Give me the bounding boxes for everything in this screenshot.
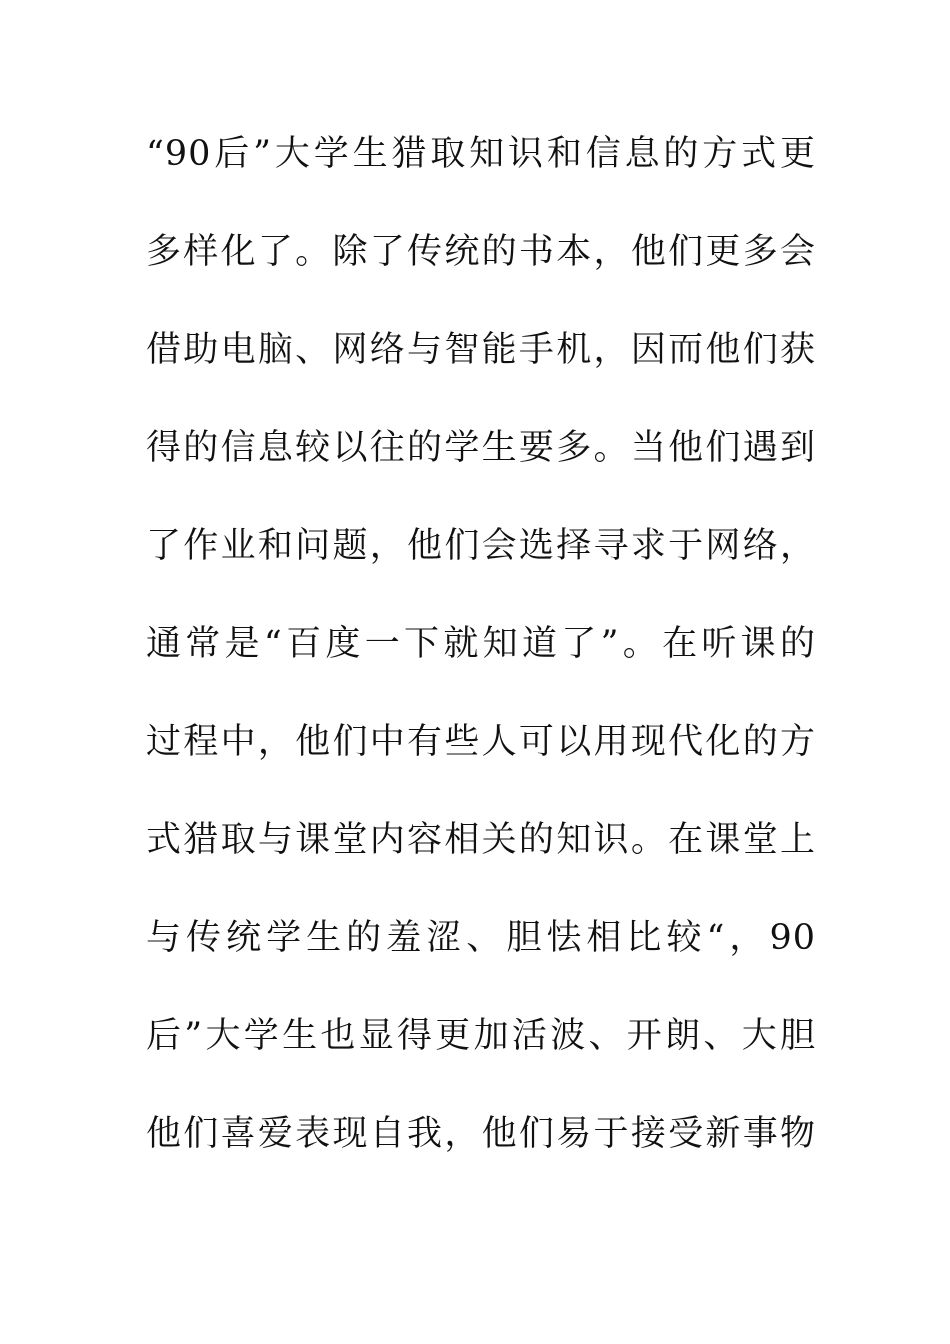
- text-line: 了作业和问题，他们会选择寻求于网络，: [146, 526, 816, 566]
- body-paragraph: [146, 122, 816, 1200]
- text-line: 式猎取与课堂内容相关的知识。在课堂上: [146, 820, 816, 860]
- text-line: 借助电脑、网络与智能手机，因而他们获: [146, 330, 816, 370]
- text-line: “90后”大学生猎取知识和信息的方式更: [146, 134, 816, 174]
- text-line: 过程中，他们中有些人可以用现代化的方: [146, 722, 816, 762]
- text-line: 得的信息较以往的学生要多。当他们遇到: [146, 428, 816, 468]
- text-line: 通常是“百度一下就知道了”。在听课的: [146, 624, 816, 664]
- text-line: 后”大学生也显得更加活波、开朗、大胆: [146, 1016, 816, 1056]
- text-line: 他们喜爱表现自我，他们易于接受新事物: [146, 1114, 816, 1154]
- text-line: 多样化了。除了传统的书本，他们更多会: [146, 232, 816, 272]
- text-line: 与传统学生的羞涩、胆怯相比较“，90: [146, 918, 816, 958]
